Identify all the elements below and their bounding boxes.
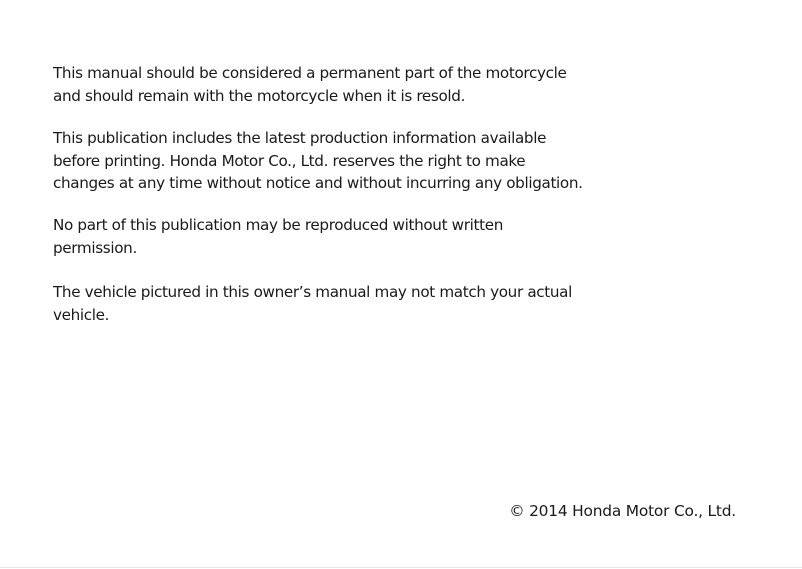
notice-line: vehicle. [53, 305, 110, 324]
production-information-notice [53, 127, 613, 195]
notice-line: No part of this publication may be reproduced without written [53, 216, 503, 234]
page-bottom-divider [0, 567, 802, 568]
notice-line: and should remain with the motorcycle when it is resold. [53, 86, 466, 105]
notice-line: The vehicle pictured in this owner’s manual may not match your actual [53, 283, 572, 301]
permanent-part-notice [53, 62, 613, 107]
vehicle-picture-notice [53, 281, 613, 326]
notice-line: This publication includes the latest production information available [53, 129, 547, 147]
copyright-notice: © 2014 Honda Motor Co., Ltd. [509, 502, 736, 520]
notice-line: This manual should be considered a permanent part of the motorcycle [53, 64, 567, 82]
notice-line: changes at any time without notice and without incurring any obligation. [53, 174, 583, 192]
notice-line: permission. [53, 238, 137, 257]
notice-line: before printing. Honda Motor Co., Ltd. reserves the right to make [53, 151, 526, 170]
reproduction-notice [53, 214, 613, 259]
